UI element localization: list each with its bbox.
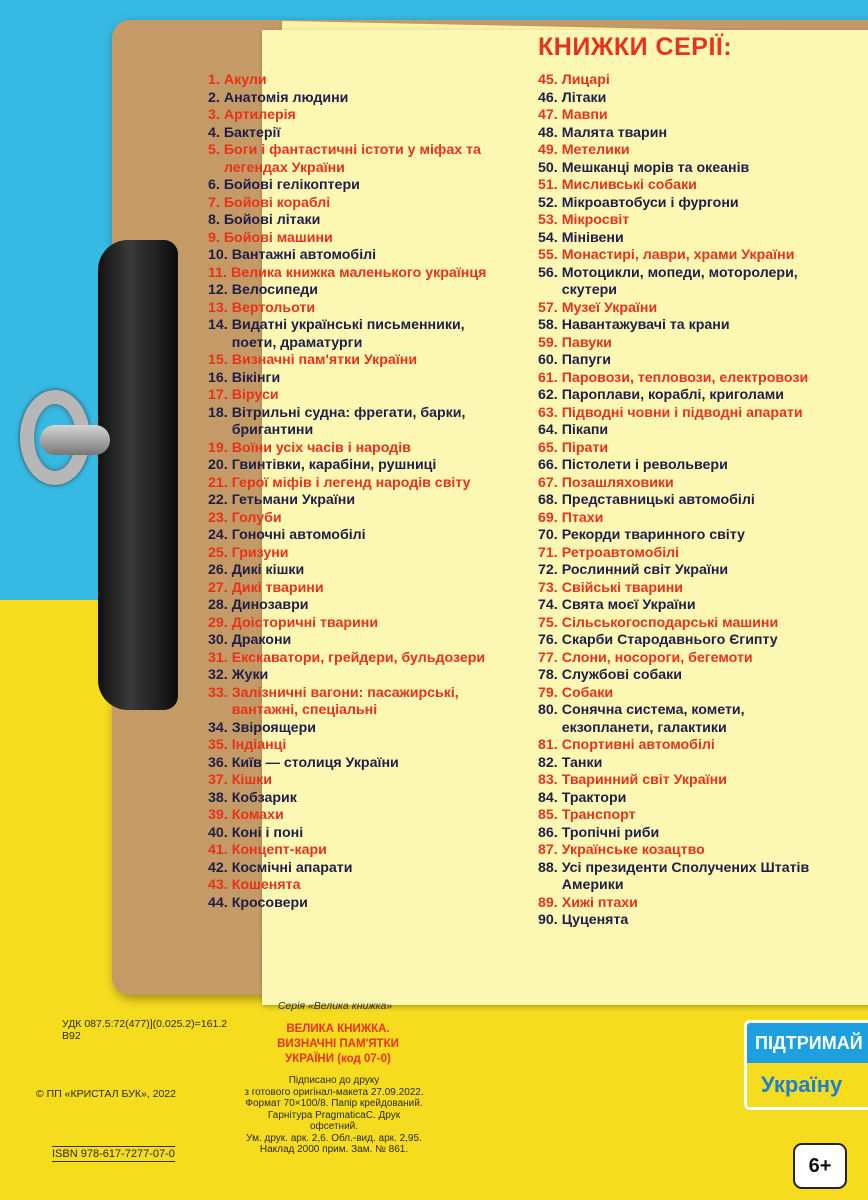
book-title: Птахи (561, 509, 604, 526)
book-list-left (208, 72, 513, 912)
book-list-item (538, 422, 838, 440)
book-title: Бойові кораблі (223, 194, 331, 211)
book-list-item (208, 650, 513, 668)
book-number: 54. (538, 229, 558, 246)
book-list-item (208, 510, 513, 528)
book-title: Усі президенти Сполучених Штатів Америки (561, 859, 810, 893)
book-title: Кросовери (231, 894, 308, 911)
book-title: Динозаври (231, 597, 309, 613)
badge-bottom-text: Україну (747, 1063, 868, 1107)
book-title: Сонячна система, комети, екзопланети, галактики (561, 702, 745, 736)
book-number: 28. (208, 597, 228, 613)
print-info-line: Наклад 2000 прим. Зам. № 861. (259, 1144, 409, 1155)
book-list-item (538, 370, 838, 388)
book-list-item (208, 562, 513, 580)
print-info (244, 1075, 424, 1156)
book-number: 32. (208, 667, 228, 683)
book-list-item (538, 860, 838, 895)
book-number: 31. (208, 649, 228, 666)
copyright: © ПП «КРИСТАЛ БУК», 2022 (36, 1088, 176, 1100)
book-title: Доісторичні тварини (231, 614, 379, 631)
book-list-item (208, 685, 513, 720)
book-title: Танки (561, 754, 603, 771)
book-list-item (208, 300, 513, 318)
book-list-item (208, 667, 513, 685)
book-number: 8. (208, 212, 220, 228)
book-title: Спортивні автомобілі (561, 737, 715, 753)
book-number: 14. (208, 317, 228, 333)
book-list-item (538, 265, 838, 300)
book-list-item (208, 790, 513, 808)
book-title: Свята моєї України (561, 597, 696, 613)
book-number: 47. (538, 107, 558, 123)
book-title: Пірати (561, 439, 609, 456)
book-title: Папуги (561, 352, 611, 368)
book-number: 9. (208, 229, 220, 246)
book-title: Павуки (561, 334, 612, 351)
book-list-item (538, 825, 838, 843)
book-title: Транспорт (561, 807, 636, 823)
book-title: Малята тварин (561, 124, 668, 141)
book-list-item (208, 545, 513, 563)
book-number: 38. (208, 789, 228, 806)
book-number: 29. (208, 614, 228, 631)
book-title: Кішки (231, 772, 272, 788)
book-list-item (208, 370, 513, 388)
book-list-item (538, 142, 838, 160)
book-list-item (208, 615, 513, 633)
udk-block (62, 1018, 227, 1042)
book-title: Велика книжка маленького українця (230, 264, 487, 281)
book-list-item (208, 475, 513, 493)
book-number: 15. (208, 352, 228, 368)
book-number: 36. (208, 754, 228, 771)
book-list-item (208, 90, 513, 108)
book-number: 51. (538, 177, 558, 193)
book-number: 86. (538, 824, 558, 841)
book-title: Мінівени (561, 229, 624, 246)
book-number: 45. (538, 72, 558, 88)
book-number: 59. (538, 334, 558, 351)
book-title: Паровози, тепловози, електровози (561, 369, 809, 386)
book-list-item (208, 265, 513, 283)
book-number: 11. (208, 264, 227, 281)
print-info-line: Гарнітура PragmaticaC. Друк офсетний. (267, 1109, 401, 1132)
book-title: Гвинтівки, карабіни, рушниці (231, 457, 437, 473)
book-list-item (208, 772, 513, 790)
book-list-item (208, 247, 513, 265)
book-list-item (208, 107, 513, 125)
book-list-item (208, 755, 513, 773)
book-list-item (538, 475, 838, 493)
book-number: 80. (538, 702, 558, 718)
book-number: 79. (538, 684, 558, 701)
book-list-item (208, 405, 513, 440)
book-list-item (538, 772, 838, 790)
book-title: Дикі кішки (231, 562, 305, 578)
book-list-item (538, 615, 838, 633)
book-title: Вертольоти (231, 299, 316, 316)
book-title: Тропічні риби (561, 824, 660, 841)
book-title: Віруси (231, 387, 279, 403)
book-number: 16. (208, 369, 228, 386)
book-title: Вантажні автомобілі (231, 247, 377, 263)
book-title: Бактерії (223, 124, 281, 141)
book-number: 78. (538, 667, 558, 683)
book-title: Космічні апарати (231, 859, 353, 876)
book-list-item (208, 457, 513, 475)
book-title: Київ — столиця України (231, 754, 399, 771)
print-info-line: Підписано до друку (288, 1075, 380, 1086)
book-title: Боги і фантастичні істоти у міфах та легендах України (223, 142, 481, 176)
book-title: Пістолети і револьвери (561, 457, 728, 473)
book-title: Коні і поні (231, 824, 304, 841)
book-number: 81. (538, 737, 558, 753)
book-title: Залізничні вагони: пасажирські, вантажні, спеціальні (231, 684, 459, 718)
book-list-item (538, 335, 838, 353)
book-title: Кошенята (231, 877, 301, 893)
book-number: 69. (538, 509, 558, 526)
book-number: 74. (538, 597, 558, 613)
book-list-item (538, 160, 838, 178)
book-title: Мотоцикли, мопеди, моторолери, скутери (561, 264, 798, 298)
book-list-item (538, 702, 838, 737)
book-title: Мікросвіт (561, 212, 630, 228)
book-list-item (208, 895, 513, 913)
book-title: Велосипеди (231, 282, 318, 298)
book-list-item (208, 317, 513, 352)
book-list-item (208, 440, 513, 458)
book-list-item (208, 282, 513, 300)
book-list-item (538, 457, 838, 475)
book-title: Видатні українські письменники, поети, драматурги (231, 317, 465, 351)
book-list-item (538, 790, 838, 808)
series-title: КНИЖКИ СЕРІЇ: (538, 33, 733, 61)
book-list-item (538, 545, 838, 563)
book-title: Мікроавтобуси і фургони (561, 194, 739, 211)
book-number: 61. (538, 369, 558, 386)
book-number: 42. (208, 859, 228, 876)
book-title: Артилерія (223, 107, 296, 123)
book-number: 7. (208, 194, 220, 211)
book-number: 40. (208, 824, 228, 841)
support-ukraine-badge (744, 1020, 868, 1110)
book-number: 58. (538, 317, 558, 333)
book-list-item (208, 860, 513, 878)
book-number: 50. (538, 159, 558, 176)
book-number: 63. (538, 404, 558, 421)
book-title: Сільськогосподарські машини (561, 614, 779, 631)
book-title-line: ВИЗНАЧНІ ПАМ'ЯТКИ (277, 1038, 399, 1050)
book-list-item (538, 177, 838, 195)
book-number: 13. (208, 299, 228, 316)
book-number: 17. (208, 387, 228, 403)
book-title: Скарби Стародавнього Єгипту (561, 632, 778, 648)
book-number: 1. (208, 72, 220, 88)
book-number: 88. (538, 859, 558, 876)
book-title: Воїни усіх часів і народів (231, 439, 411, 456)
book-number: 75. (538, 614, 558, 631)
book-number: 33. (208, 684, 228, 701)
book-list-item (208, 527, 513, 545)
book-title: Слони, носороги, бегемоти (561, 649, 753, 666)
book-number: 57. (538, 299, 558, 316)
book-number: 67. (538, 474, 558, 491)
book-title: Собаки (561, 684, 614, 701)
book-list-item (208, 177, 513, 195)
book-list-item (538, 842, 838, 860)
book-list-item (538, 440, 838, 458)
book-title: Пікапи (561, 422, 609, 438)
book-number: 6. (208, 177, 220, 193)
book-list-item (538, 317, 838, 335)
book-list-item (538, 650, 838, 668)
book-number: 55. (538, 247, 558, 263)
book-list-item (208, 842, 513, 860)
book-title: Монастирі, лаври, храми України (561, 247, 795, 263)
book-number: 85. (538, 807, 558, 823)
book-list-item (538, 912, 838, 930)
book-list-item (538, 510, 838, 528)
book-title: Мешканці морів та океанів (561, 159, 750, 176)
book-list-item (538, 492, 838, 510)
book-number: 72. (538, 562, 558, 578)
book-number: 22. (208, 492, 228, 508)
isbn: ISBN 978-617-7277-07-0 (52, 1148, 175, 1160)
book-title: Свійські тварини (561, 579, 684, 596)
book-number: 3. (208, 107, 220, 123)
clipboard-clip (0, 240, 150, 710)
book-title: Цуценята (561, 912, 629, 928)
book-number: 27. (208, 579, 228, 596)
book-list-item (208, 195, 513, 213)
book-title: Кобзарик (231, 789, 297, 806)
book-number: 46. (538, 89, 558, 106)
book-number: 77. (538, 649, 558, 666)
book-title: Вікінги (231, 369, 281, 386)
book-title: Трактори (561, 789, 627, 806)
udk-code: УДК 087.5:72(477)](0.025.2)=161.2 (62, 1018, 228, 1030)
book-title: Службові собаки (561, 667, 682, 683)
book-number: 53. (538, 212, 558, 228)
book-title: Бойові машини (223, 229, 333, 246)
book-title: Хижі птахи (561, 894, 638, 911)
book-title: Пароплави, кораблі, криголами (561, 387, 784, 403)
book-list-item (538, 527, 838, 545)
book-title: Позашляховики (561, 474, 674, 491)
book-title: Звіроящери (231, 719, 316, 736)
book-number: 49. (538, 142, 558, 158)
book-number: 23. (208, 509, 228, 526)
book-title: Індіанці (231, 737, 287, 753)
book-list-item (538, 737, 838, 755)
book-list-item (538, 807, 838, 825)
book-title: Дикі тварини (231, 579, 324, 596)
print-info-line: Формат 70×100/8. Папір крейдований. (245, 1098, 423, 1109)
book-title: Лицарі (561, 72, 610, 88)
book-number: 20. (208, 457, 228, 473)
book-title: Підводні човни і підводні апарати (561, 404, 803, 421)
book-title: Жуки (231, 667, 269, 683)
book-list-item (208, 877, 513, 895)
print-info-line: з готового оригінал-макета 27.09.2022. (244, 1086, 424, 1098)
book-title: Музеї України (561, 299, 658, 316)
book-number: 65. (538, 439, 558, 456)
book-number: 4. (208, 124, 220, 141)
book-number: 82. (538, 754, 558, 771)
book-list-item (208, 352, 513, 370)
book-list-item (208, 720, 513, 738)
book-number: 71. (538, 544, 558, 561)
book-list-item (538, 352, 838, 370)
book-title: Концепт-кари (231, 842, 327, 858)
book-list-right (538, 72, 838, 930)
book-title: Визначні пам'ятки України (231, 352, 418, 368)
book-list-item (538, 632, 838, 650)
badge-top-text: ПІДТРИМАЙ (755, 1033, 863, 1053)
book-list-item (208, 72, 513, 90)
book-number: 10. (208, 247, 228, 263)
book-number: 66. (538, 457, 558, 473)
book-title: Бойові гелікоптери (223, 177, 360, 193)
book-title: Гоночні автомобілі (231, 527, 366, 543)
book-title-line: ВЕЛИКА КНИЖКА. (286, 1023, 390, 1035)
book-number: 60. (538, 352, 558, 368)
book-title: Бойові літаки (223, 212, 321, 228)
clip-lever (40, 425, 110, 455)
book-title: Голуби (231, 509, 282, 526)
book-title: Рослинний світ України (561, 562, 729, 578)
bbk-code: В92 (62, 1030, 81, 1042)
book-list-item (208, 230, 513, 248)
book-list-item (538, 685, 838, 703)
book-number: 18. (208, 404, 228, 421)
book-number: 48. (538, 124, 558, 141)
book-title: Ретроавтомобілі (561, 544, 680, 561)
book-title: Герої міфів і легенд народів світу (231, 474, 471, 491)
book-title-line: УКРАЇНИ (код 07-0) (285, 1053, 391, 1065)
book-list-item (208, 212, 513, 230)
book-number: 73. (538, 579, 558, 596)
book-list-item (208, 142, 513, 177)
book-title: Вітрильні судна: фрегати, барки, бригантини (231, 404, 466, 438)
book-number: 35. (208, 737, 228, 753)
book-number: 90. (538, 912, 558, 928)
book-list-item (538, 562, 838, 580)
book-list-item (538, 247, 838, 265)
book-title: Мавпи (561, 107, 608, 123)
book-list-item (208, 580, 513, 598)
book-number: 62. (538, 387, 558, 403)
book-list-item (538, 212, 838, 230)
book-title: Акули (223, 72, 267, 88)
book-number: 5. (208, 142, 220, 158)
book-list-item (538, 300, 838, 318)
book-title: Представницькі автомобілі (561, 492, 755, 508)
book-title: Гетьмани України (231, 492, 356, 508)
book-number: 26. (208, 562, 228, 578)
book-list-item (538, 90, 838, 108)
book-number: 24. (208, 527, 228, 543)
book-number: 39. (208, 807, 228, 823)
book-number: 89. (538, 894, 558, 911)
book-title: Літаки (561, 89, 607, 106)
age-rating-badge: 6+ (793, 1143, 847, 1189)
book-number: 41. (208, 842, 228, 858)
book-list-item (538, 125, 838, 143)
book-title (268, 1022, 408, 1067)
book-number: 2. (208, 89, 220, 106)
book-number: 43. (208, 877, 228, 893)
book-number: 37. (208, 772, 228, 788)
book-number: 83. (538, 772, 558, 788)
book-number: 44. (208, 894, 228, 911)
book-number: 68. (538, 492, 558, 508)
book-title: Анатомія людини (223, 89, 349, 106)
book-title: Мисливські собаки (561, 177, 697, 193)
print-info-line: Ум. друк. арк. 2,6. Обл.-вид. арк. 2,95. (246, 1132, 422, 1144)
book-number: 21. (208, 474, 228, 491)
book-list-item (538, 597, 838, 615)
book-title: Тваринний світ України (561, 772, 727, 788)
book-list-item (538, 667, 838, 685)
book-list-item (538, 755, 838, 773)
book-number: 12. (208, 282, 228, 298)
book-list-item (208, 737, 513, 755)
book-title: Дракони (231, 632, 292, 648)
book-title: Українське козацтво (561, 842, 705, 858)
book-number: 76. (538, 632, 558, 648)
book-list-item (208, 387, 513, 405)
book-number: 70. (538, 527, 558, 543)
book-number: 64. (538, 422, 558, 438)
book-list-item (538, 107, 838, 125)
book-number: 30. (208, 632, 228, 648)
book-list-item (538, 387, 838, 405)
book-number: 56. (538, 264, 558, 281)
book-list-item (208, 125, 513, 143)
book-list-item (538, 580, 838, 598)
book-list-item (208, 632, 513, 650)
book-title: Навантажувачі та крани (561, 317, 730, 333)
clip-plate (98, 240, 178, 710)
book-list-item (538, 72, 838, 90)
series-label: Серія «Велика книжка» (277, 1000, 393, 1012)
book-list-item (208, 825, 513, 843)
book-list-item (538, 405, 838, 423)
book-title: Гризуни (231, 544, 289, 561)
book-list-item (208, 807, 513, 825)
book-title: Екскаватори, грейдери, бульдозери (231, 649, 486, 666)
book-number: 52. (538, 194, 558, 211)
book-list-item (538, 895, 838, 913)
book-number: 34. (208, 719, 228, 736)
book-title: Рекорди тваринного світу (561, 527, 745, 543)
book-title: Метелики (561, 142, 630, 158)
book-number: 84. (538, 789, 558, 806)
book-list-item (208, 597, 513, 615)
book-number: 87. (538, 842, 558, 858)
book-title: Комахи (231, 807, 284, 823)
book-number: 25. (208, 544, 228, 561)
book-list-item (538, 195, 838, 213)
book-number: 19. (208, 439, 228, 456)
book-list-item (208, 492, 513, 510)
book-list-item (538, 230, 838, 248)
